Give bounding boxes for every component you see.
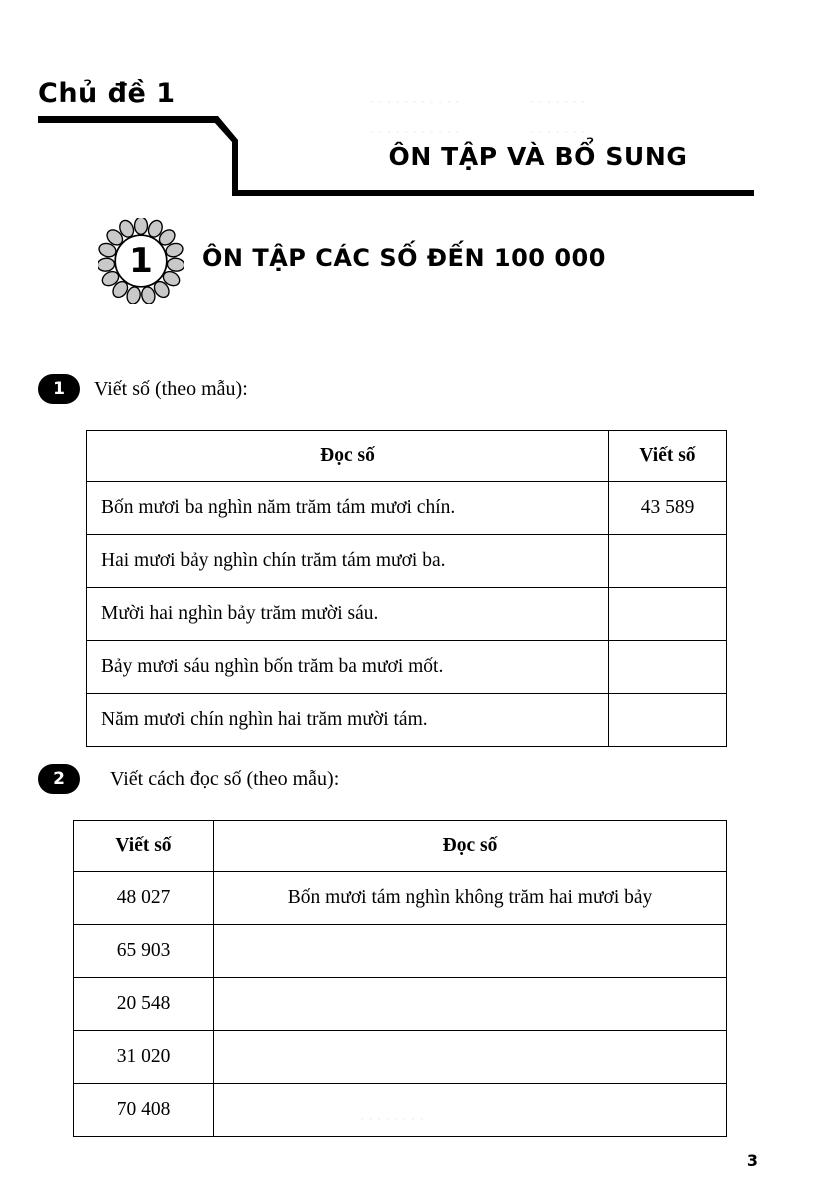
ghost-text: . . . . . . . . . . . — [370, 88, 460, 107]
table-2-r1-c1[interactable] — [214, 925, 727, 978]
table-1-r2-c0: Mười hai nghìn bảy trăm mười sáu. — [87, 588, 609, 641]
table-1-r4-c1[interactable] — [609, 694, 727, 747]
table-2-r3-c0: 31 020 — [74, 1031, 214, 1084]
table-row — [87, 694, 727, 747]
table-row — [87, 535, 727, 588]
lesson-number: 1 — [129, 241, 153, 281]
ghost-text: . . . . . . . . — [360, 1105, 424, 1124]
table-2-header-1: Đọc số — [214, 821, 727, 872]
table-header-row — [87, 431, 727, 482]
exercise-1-marker: 1 — [38, 374, 80, 404]
table-1-header-1: Viết số — [609, 431, 727, 482]
table-2-r4-c1[interactable] — [214, 1084, 727, 1137]
table-row — [74, 1031, 727, 1084]
chapter-title: ÔN TẬP VÀ BỔ SUNG — [388, 142, 688, 171]
table-row — [87, 588, 727, 641]
lesson-heading — [98, 218, 758, 304]
exercise-1-prompt: Viết số (theo mẫu): — [94, 378, 248, 400]
table-1-r1-c1[interactable] — [609, 535, 727, 588]
exercise-2-prompt: Viết cách đọc số (theo mẫu): — [110, 768, 340, 790]
table-row — [74, 925, 727, 978]
table-1-r3-c1[interactable] — [609, 641, 727, 694]
table-row — [74, 872, 727, 925]
chapter-label: Chủ đề 1 — [38, 78, 176, 109]
table-row — [74, 978, 727, 1031]
ghost-text: . . . . . . . — [530, 118, 586, 137]
table-header-row — [74, 821, 727, 872]
table-1-r1-c0: Hai mươi bảy nghìn chín trăm tám mươi ba. — [87, 535, 609, 588]
table-1-r0-c0: Bốn mươi ba nghìn năm trăm tám mươi chín. — [87, 482, 609, 535]
table-row — [87, 482, 727, 535]
ghost-text: . . . . . . . . . . . — [370, 118, 460, 137]
table-2-r4-c0: 70 408 — [74, 1084, 214, 1137]
table-1-r2-c1[interactable] — [609, 588, 727, 641]
chapter-banner — [38, 78, 760, 198]
table-1-r3-c0: Bảy mươi sáu nghìn bốn trăm ba mươi mốt. — [87, 641, 609, 694]
table-2-r2-c0: 20 548 — [74, 978, 214, 1031]
table-2-r2-c1[interactable] — [214, 978, 727, 1031]
table-2-header-0: Viết số — [74, 821, 214, 872]
page-number: 3 — [746, 1151, 758, 1170]
exercise-2-table — [73, 820, 727, 1137]
table-2-r3-c1[interactable] — [214, 1031, 727, 1084]
table-1-r0-c1[interactable]: 43 589 — [609, 482, 727, 535]
table-1-header-0: Đọc số — [87, 431, 609, 482]
lesson-title: ÔN TẬP CÁC SỐ ĐẾN 100 000 — [202, 244, 606, 272]
table-2-r0-c1[interactable]: Bốn mươi tám nghìn không trăm hai mươi bảy — [214, 872, 727, 925]
exercise-2-marker: 2 — [38, 764, 80, 794]
exercise-1-table — [86, 430, 727, 747]
table-1-r4-c0: Năm mươi chín nghìn hai trăm mười tám. — [87, 694, 609, 747]
table-row — [87, 641, 727, 694]
ghost-text: . . . . . . . — [530, 88, 586, 107]
table-2-r0-c0: 48 027 — [74, 872, 214, 925]
table-2-r1-c0: 65 903 — [74, 925, 214, 978]
